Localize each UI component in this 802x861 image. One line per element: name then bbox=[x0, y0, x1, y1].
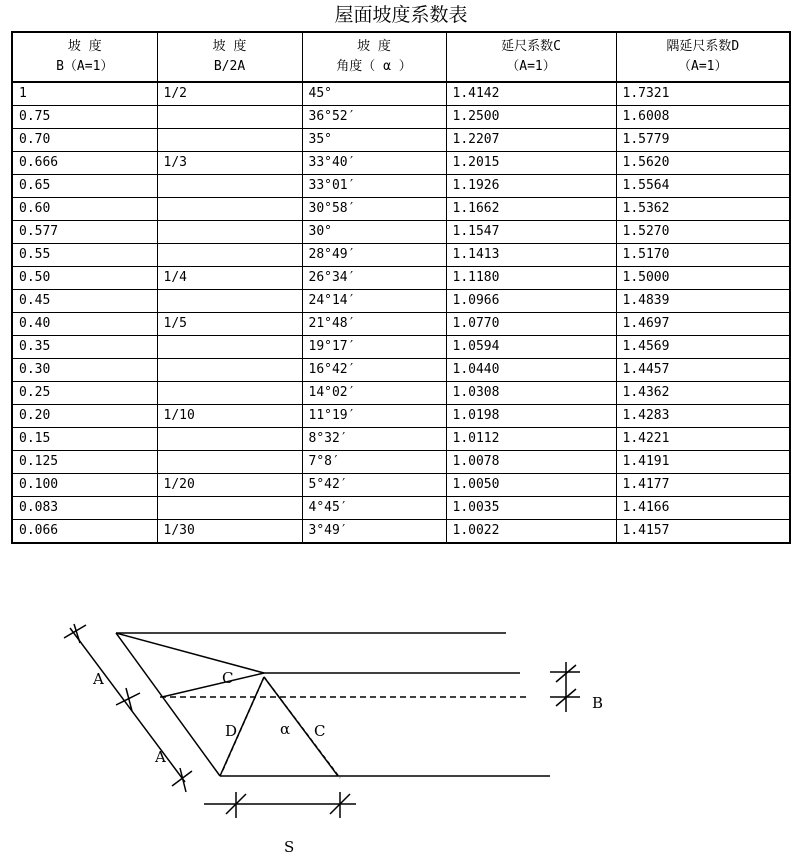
table-row bbox=[12, 290, 790, 313]
table-cell: 0.45 bbox=[12, 290, 157, 313]
table-cell: 1.5779 bbox=[616, 129, 790, 152]
table-cell: 1 bbox=[12, 82, 157, 106]
table-row bbox=[12, 152, 790, 175]
table-cell: 30°58′ bbox=[302, 198, 446, 221]
table-cell bbox=[157, 336, 302, 359]
table-cell: 3°49′ bbox=[302, 520, 446, 544]
table-cell: 1.0770 bbox=[446, 313, 616, 336]
header-extension-coefficient: 延尺系数C （A=1） bbox=[446, 32, 616, 82]
table-cell: 1.5000 bbox=[616, 267, 790, 290]
table-cell: 14°02′ bbox=[302, 382, 446, 405]
table-cell: 26°34′ bbox=[302, 267, 446, 290]
table-cell bbox=[157, 290, 302, 313]
table-cell: 1/3 bbox=[157, 152, 302, 175]
slope-coefficient-table bbox=[11, 31, 791, 544]
table-row bbox=[12, 520, 790, 544]
table-cell bbox=[157, 106, 302, 129]
table-cell: 1.0035 bbox=[446, 497, 616, 520]
table-cell bbox=[157, 451, 302, 474]
table-row bbox=[12, 106, 790, 129]
table-cell: 1.5170 bbox=[616, 244, 790, 267]
table-row bbox=[12, 175, 790, 198]
table-cell: 1.0198 bbox=[446, 405, 616, 428]
table-cell bbox=[157, 497, 302, 520]
table-cell: 0.55 bbox=[12, 244, 157, 267]
table-cell bbox=[157, 244, 302, 267]
header-slope-b: 坡 度 B（A=1） bbox=[12, 32, 157, 82]
table-cell: 1.4166 bbox=[616, 497, 790, 520]
table-cell: 0.666 bbox=[12, 152, 157, 175]
header-slope-ratio: 坡 度 B/2A bbox=[157, 32, 302, 82]
table-cell: 36°52′ bbox=[302, 106, 446, 129]
label-alpha: α bbox=[280, 720, 291, 738]
table-cell: 33°40′ bbox=[302, 152, 446, 175]
table-cell: 0.65 bbox=[12, 175, 157, 198]
table-cell bbox=[157, 382, 302, 405]
table-cell: 1.2500 bbox=[446, 106, 616, 129]
table-body bbox=[12, 82, 790, 543]
table-cell bbox=[157, 198, 302, 221]
table-row bbox=[12, 82, 790, 106]
table-row bbox=[12, 451, 790, 474]
table-cell: 0.15 bbox=[12, 428, 157, 451]
table-row bbox=[12, 336, 790, 359]
table-cell: 1.4283 bbox=[616, 405, 790, 428]
table-cell: 1.1926 bbox=[446, 175, 616, 198]
table-cell: 1.4191 bbox=[616, 451, 790, 474]
table-cell: 1.0594 bbox=[446, 336, 616, 359]
table-cell: 28°49′ bbox=[302, 244, 446, 267]
table-cell: 19°17′ bbox=[302, 336, 446, 359]
table-cell: 1.5620 bbox=[616, 152, 790, 175]
table-cell: 45° bbox=[302, 82, 446, 106]
table-cell: 1.1662 bbox=[446, 198, 616, 221]
table-cell: 16°42′ bbox=[302, 359, 446, 382]
table-cell bbox=[157, 175, 302, 198]
table-cell: 0.100 bbox=[12, 474, 157, 497]
table-cell: 21°48′ bbox=[302, 313, 446, 336]
table-cell: 1.0308 bbox=[446, 382, 616, 405]
table-cell: 8°32′ bbox=[302, 428, 446, 451]
table-cell: 1.0050 bbox=[446, 474, 616, 497]
table-row bbox=[12, 474, 790, 497]
table-cell: 1.5564 bbox=[616, 175, 790, 198]
table-cell: 1.2207 bbox=[446, 129, 616, 152]
table-cell: 1.4177 bbox=[616, 474, 790, 497]
table-cell: 1.7321 bbox=[616, 82, 790, 106]
table-cell: 1.0966 bbox=[446, 290, 616, 313]
table-cell bbox=[157, 221, 302, 244]
table-cell: 30° bbox=[302, 221, 446, 244]
table-cell: 1.1547 bbox=[446, 221, 616, 244]
table-cell: 0.35 bbox=[12, 336, 157, 359]
rafter-line bbox=[116, 633, 220, 776]
table-cell: 1.6008 bbox=[616, 106, 790, 129]
table-row bbox=[12, 129, 790, 152]
table-cell: 4°45′ bbox=[302, 497, 446, 520]
table-cell: 1.4362 bbox=[616, 382, 790, 405]
table-cell: 0.125 bbox=[12, 451, 157, 474]
table-row bbox=[12, 267, 790, 290]
table-cell: 0.70 bbox=[12, 129, 157, 152]
table-title: 屋面坡度系数表 bbox=[334, 4, 468, 26]
table-cell: 0.30 bbox=[12, 359, 157, 382]
table-cell: 0.50 bbox=[12, 267, 157, 290]
table-cell: 1.2015 bbox=[446, 152, 616, 175]
table-cell bbox=[157, 428, 302, 451]
table-cell bbox=[157, 359, 302, 382]
table-cell: 1.4221 bbox=[616, 428, 790, 451]
table-cell: 1.4697 bbox=[616, 313, 790, 336]
table-row bbox=[12, 198, 790, 221]
table-cell: 0.60 bbox=[12, 198, 157, 221]
table-row bbox=[12, 244, 790, 267]
table-cell: 33°01′ bbox=[302, 175, 446, 198]
table-cell: 0.083 bbox=[12, 497, 157, 520]
table-header-row bbox=[12, 32, 790, 82]
label-s: S bbox=[284, 838, 295, 856]
label-a-bottom: A bbox=[155, 748, 166, 766]
header-hip-coefficient: 隅延尺系数D （A=1） bbox=[616, 32, 790, 82]
table-cell: 1/20 bbox=[157, 474, 302, 497]
table-row bbox=[12, 382, 790, 405]
table-cell: 1.4142 bbox=[446, 82, 616, 106]
table-cell: 1.4839 bbox=[616, 290, 790, 313]
label-d: D bbox=[225, 722, 238, 740]
table-row bbox=[12, 221, 790, 244]
table-cell: 1/10 bbox=[157, 405, 302, 428]
table-cell: 7°8′ bbox=[302, 451, 446, 474]
table-cell: 1.0022 bbox=[446, 520, 616, 544]
table-cell: 24°14′ bbox=[302, 290, 446, 313]
table-cell: 35° bbox=[302, 129, 446, 152]
table-cell: 1.4157 bbox=[616, 520, 790, 544]
table-cell: 1.4457 bbox=[616, 359, 790, 382]
table-cell: 1.0440 bbox=[446, 359, 616, 382]
table-cell: 1/4 bbox=[157, 267, 302, 290]
roof-slope-diagram bbox=[0, 560, 802, 860]
table-cell: 1/5 bbox=[157, 313, 302, 336]
table-cell: 1.1180 bbox=[446, 267, 616, 290]
table-cell: 1.4569 bbox=[616, 336, 790, 359]
table-row bbox=[12, 313, 790, 336]
table-cell: 1/2 bbox=[157, 82, 302, 106]
table-cell: 1/30 bbox=[157, 520, 302, 544]
label-a-top: A bbox=[93, 670, 104, 688]
label-c-right: C bbox=[314, 722, 326, 740]
table-cell: 1.0112 bbox=[446, 428, 616, 451]
table-row bbox=[12, 359, 790, 382]
header-slope-angle: 坡 度 角度（ α ） bbox=[302, 32, 446, 82]
table-cell: 0.40 bbox=[12, 313, 157, 336]
table-cell: 0.25 bbox=[12, 382, 157, 405]
table-cell bbox=[157, 129, 302, 152]
table-cell: 0.577 bbox=[12, 221, 157, 244]
table-cell: 1.1413 bbox=[446, 244, 616, 267]
table-cell: 11°19′ bbox=[302, 405, 446, 428]
table-cell: 0.066 bbox=[12, 520, 157, 544]
table-cell: 1.5362 bbox=[616, 198, 790, 221]
label-b: B bbox=[592, 694, 604, 712]
line-c-left bbox=[162, 673, 264, 697]
label-c-left: C bbox=[222, 669, 234, 687]
table-row bbox=[12, 497, 790, 520]
table-cell: 0.20 bbox=[12, 405, 157, 428]
table-cell: 1.5270 bbox=[616, 221, 790, 244]
table-row bbox=[12, 405, 790, 428]
table-cell: 5°42′ bbox=[302, 474, 446, 497]
table-cell: 1.0078 bbox=[446, 451, 616, 474]
table-cell: 0.75 bbox=[12, 106, 157, 129]
table-row bbox=[12, 428, 790, 451]
